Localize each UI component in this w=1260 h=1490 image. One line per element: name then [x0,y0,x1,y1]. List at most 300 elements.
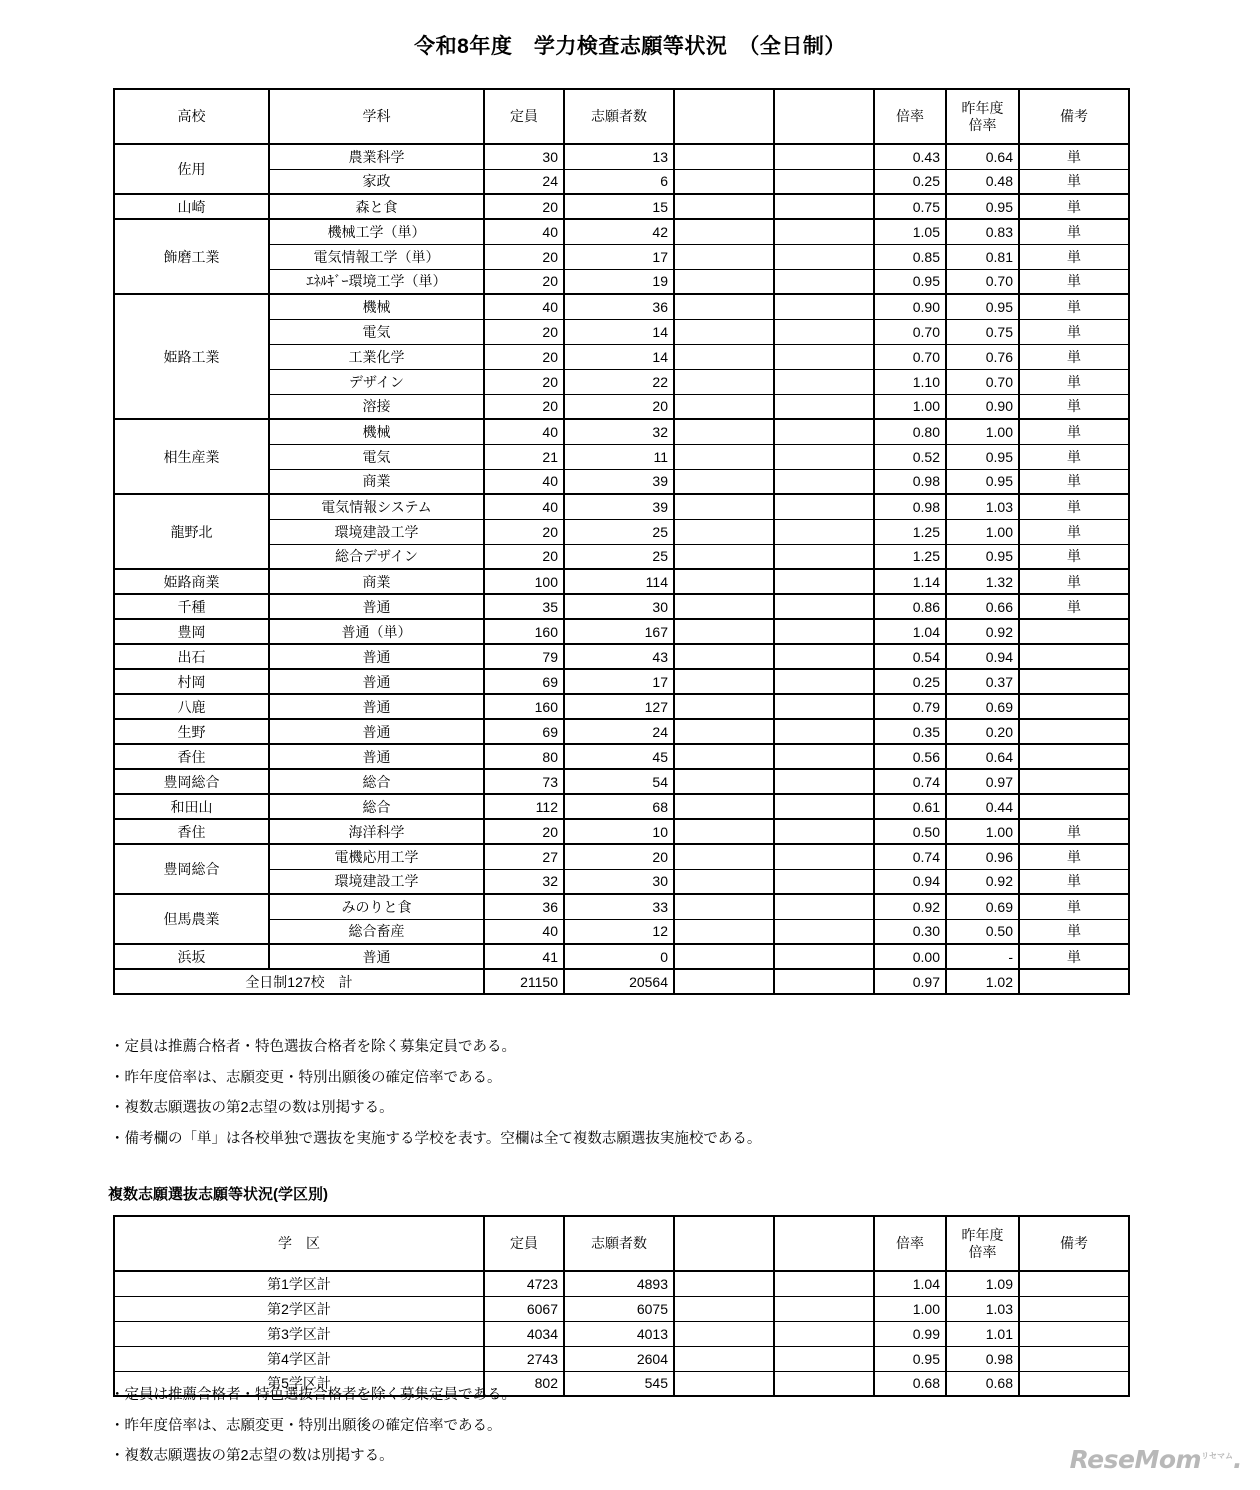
cell-total-blank-1 [674,969,774,994]
cell-blank-1 [674,294,774,319]
page-title: 令和8年度 学力検査志願等状況 （全日制） [414,35,846,58]
cell-last-year-ratio: 0.75 [946,319,1019,344]
cell-department: 総合デザイン [269,544,484,569]
table-row [114,569,1129,594]
cell-last-year-ratio: 0.92 [946,619,1019,644]
cell-blank-2 [774,694,874,719]
cell-capacity: 112 [484,794,564,819]
cell-blank-2 [774,219,874,244]
cell-department: 総合 [269,769,484,794]
cell-remarks: 単 [1019,194,1129,219]
cell-ratio: 0.35 [874,719,946,744]
cell-blank-2 [774,1346,874,1371]
cell-ratio: 0.70 [874,319,946,344]
cell-capacity: 24 [484,169,564,194]
cell-capacity: 160 [484,694,564,719]
cell-school: 姫路商業 [114,569,269,594]
cell-ratio: 0.99 [874,1321,946,1346]
cell-applicants: 13 [564,144,674,169]
cell-applicants: 43 [564,644,674,669]
cell-applicants: 2604 [564,1346,674,1371]
cell-remarks: 単 [1019,294,1129,319]
cell-blank-1 [674,394,774,419]
column-header-last-year-ratio [946,1216,1019,1271]
cell-ratio: 0.90 [874,294,946,319]
cell-last-year-ratio: 0.97 [946,769,1019,794]
table-row [114,669,1129,694]
cell-remarks [1019,1296,1129,1321]
table-header-row [114,1216,1129,1271]
cell-blank-2 [774,669,874,694]
cell-last-year-ratio: 0.44 [946,794,1019,819]
cell-blank-2 [774,469,874,494]
cell-capacity: 2743 [484,1346,564,1371]
cell-remarks: 単 [1019,394,1129,419]
cell-blank-1 [674,619,774,644]
cell-applicants: 30 [564,594,674,619]
column-header-remarks: 備考 [1019,89,1129,144]
cell-capacity: 20 [484,269,564,294]
cell-last-year-ratio: 0.95 [946,469,1019,494]
cell-blank-1 [674,669,774,694]
cell-department: みのりと食 [269,894,484,919]
cell-school: 佐用 [114,144,269,194]
column-header-capacity: 定員 [484,1216,564,1271]
cell-capacity: 100 [484,569,564,594]
cell-applicants: 12 [564,919,674,944]
cell-capacity: 27 [484,844,564,869]
cell-remarks: 単 [1019,519,1129,544]
cell-capacity: 20 [484,344,564,369]
cell-ratio: 0.85 [874,244,946,269]
cell-ratio: 0.43 [874,144,946,169]
cell-last-year-ratio: 0.90 [946,394,1019,419]
cell-last-year-ratio: 0.69 [946,894,1019,919]
cell-department: 普通（単） [269,619,484,644]
cell-capacity: 40 [484,219,564,244]
cell-department: 機械 [269,294,484,319]
cell-blank-2 [774,869,874,894]
cell-department: デザイン [269,369,484,394]
table-row [114,144,1129,169]
cell-remarks: 単 [1019,244,1129,269]
cell-applicants: 545 [564,1371,674,1396]
cell-last-year-ratio: - [946,944,1019,969]
cell-applicants: 10 [564,819,674,844]
cell-department: 商業 [269,569,484,594]
cell-school: 但馬農業 [114,894,269,944]
cell-school: 相生産業 [114,419,269,494]
cell-district: 第5学区計 [114,1371,484,1396]
table-row [114,1321,1129,1346]
cell-blank-2 [774,619,874,644]
cell-department: 森と食 [269,194,484,219]
cell-school: 姫路工業 [114,294,269,419]
cell-ratio: 0.52 [874,444,946,469]
cell-ratio: 1.00 [874,1296,946,1321]
column-header-applicants: 志願者数 [564,89,674,144]
cell-capacity: 80 [484,744,564,769]
cell-capacity: 40 [484,469,564,494]
cell-ratio: 0.00 [874,944,946,969]
cell-blank-1 [674,944,774,969]
cell-applicants: 39 [564,469,674,494]
cell-school: 龍野北 [114,494,269,569]
table-row [114,594,1129,619]
cell-total-last-year-ratio: 1.02 [946,969,1019,994]
cell-applicants: 32 [564,419,674,444]
cell-blank-2 [774,194,874,219]
cell-blank-2 [774,594,874,619]
cell-last-year-ratio: 1.00 [946,819,1019,844]
column-header-last-year-ratio [946,89,1019,144]
cell-applicants: 45 [564,744,674,769]
cell-blank-1 [674,344,774,369]
column-header-ratio: 倍率 [874,89,946,144]
cell-applicants: 6075 [564,1296,674,1321]
cell-remarks [1019,669,1129,694]
cell-blank-2 [774,369,874,394]
cell-school: 豊岡 [114,619,269,644]
cell-remarks: 単 [1019,319,1129,344]
cell-capacity: 36 [484,894,564,919]
cell-blank-2 [774,744,874,769]
cell-remarks [1019,619,1129,644]
cell-applicants: 54 [564,769,674,794]
cell-applicants: 68 [564,794,674,819]
cell-blank-2 [774,794,874,819]
cell-school: 八鹿 [114,694,269,719]
cell-capacity: 20 [484,244,564,269]
cell-department: 普通 [269,719,484,744]
table-row [114,694,1129,719]
cell-capacity: 20 [484,394,564,419]
cell-ratio: 1.25 [874,544,946,569]
table-row [114,769,1129,794]
table-row [114,619,1129,644]
cell-last-year-ratio: 0.95 [946,194,1019,219]
cell-ratio: 0.56 [874,744,946,769]
cell-last-year-ratio: 0.81 [946,244,1019,269]
cell-department: 電気 [269,444,484,469]
cell-capacity: 20 [484,819,564,844]
cell-blank-1 [674,569,774,594]
cell-remarks [1019,1371,1129,1396]
cell-total-ratio: 0.97 [874,969,946,994]
cell-ratio: 0.25 [874,669,946,694]
cell-applicants: 17 [564,244,674,269]
cell-blank-2 [774,419,874,444]
cell-applicants: 11 [564,444,674,469]
cell-ratio: 1.05 [874,219,946,244]
cell-applicants: 25 [564,544,674,569]
cell-blank-1 [674,469,774,494]
last-year-ratio-line2: 倍率 [968,1243,997,1260]
cell-blank-1 [674,869,774,894]
cell-department: ｴﾈﾙｷﾞｰ環境工学（単） [269,269,484,294]
cell-applicants: 39 [564,494,674,519]
cell-school: 浜坂 [114,944,269,969]
cell-capacity: 802 [484,1371,564,1396]
cell-remarks: 単 [1019,844,1129,869]
cell-last-year-ratio: 0.96 [946,844,1019,869]
cell-blank-1 [674,694,774,719]
district-table-container [113,1215,1128,1397]
cell-remarks: 単 [1019,869,1129,894]
cell-ratio: 0.98 [874,469,946,494]
table-row [114,794,1129,819]
cell-blank-1 [674,719,774,744]
table-row [114,194,1129,219]
cell-capacity: 20 [484,319,564,344]
cell-blank-2 [774,444,874,469]
cell-blank-1 [674,419,774,444]
cell-blank-1 [674,144,774,169]
cell-school: 生野 [114,719,269,744]
cell-last-year-ratio: 0.76 [946,344,1019,369]
cell-blank-1 [674,1321,774,1346]
resemom-watermark: ReseMom$^{リセマム}$. [1069,1445,1242,1474]
cell-department: 環境建設工学 [269,519,484,544]
cell-applicants: 14 [564,344,674,369]
cell-remarks: 単 [1019,894,1129,919]
table-row [114,294,1129,319]
cell-ratio: 1.04 [874,619,946,644]
cell-district: 第3学区計 [114,1321,484,1346]
cell-school: 豊岡総合 [114,844,269,894]
column-header-applicants: 志願者数 [564,1216,674,1271]
cell-last-year-ratio: 0.48 [946,169,1019,194]
cell-remarks: 単 [1019,569,1129,594]
cell-blank-2 [774,819,874,844]
column-header-department: 学科 [269,89,484,144]
cell-ratio: 0.70 [874,344,946,369]
cell-capacity: 30 [484,144,564,169]
cell-blank-2 [774,894,874,919]
cell-capacity: 21 [484,444,564,469]
cell-remarks [1019,1271,1129,1296]
cell-capacity: 41 [484,944,564,969]
cell-remarks [1019,744,1129,769]
cell-department: 普通 [269,594,484,619]
cell-school: 村岡 [114,669,269,694]
cell-remarks: 単 [1019,819,1129,844]
cell-remarks: 単 [1019,419,1129,444]
cell-last-year-ratio: 0.20 [946,719,1019,744]
cell-remarks: 単 [1019,494,1129,519]
cell-school: 山崎 [114,194,269,219]
table1-notes [110,1040,761,1162]
table-row [114,944,1129,969]
column-header-blank-2 [774,1216,874,1271]
cell-blank-2 [774,319,874,344]
cell-remarks: 単 [1019,594,1129,619]
cell-department: 環境建設工学 [269,869,484,894]
cell-ratio: 0.94 [874,869,946,894]
column-header-blank-2 [774,89,874,144]
cell-remarks [1019,719,1129,744]
column-header-school: 高校 [114,89,269,144]
cell-ratio: 0.75 [874,194,946,219]
cell-department: 電気情報システム [269,494,484,519]
table-row [114,894,1129,919]
cell-blank-1 [674,244,774,269]
cell-applicants: 14 [564,319,674,344]
cell-applicants: 0 [564,944,674,969]
cell-last-year-ratio: 0.64 [946,144,1019,169]
district-table [113,1215,1130,1397]
cell-blank-2 [774,944,874,969]
cell-blank-1 [674,844,774,869]
cell-applicants: 4013 [564,1321,674,1346]
cell-department: 総合畜産 [269,919,484,944]
cell-blank-2 [774,344,874,369]
cell-blank-1 [674,219,774,244]
cell-blank-1 [674,194,774,219]
cell-last-year-ratio: 0.83 [946,219,1019,244]
column-header-capacity: 定員 [484,89,564,144]
cell-remarks [1019,1346,1129,1371]
last-year-ratio-line1: 昨年度 [961,1227,1004,1244]
cell-last-year-ratio: 0.92 [946,869,1019,894]
note-item-3: ・複数志願選抜の第2志望の数は別掲する。 [110,1100,394,1116]
cell-ratio: 1.00 [874,394,946,419]
cell-capacity: 69 [484,719,564,744]
cell-department: 普通 [269,944,484,969]
note-item-1: ・定員は推薦合格者・特色選抜合格者を除く募集定員である。 [110,1039,516,1055]
cell-total-applicants: 20564 [564,969,674,994]
cell-blank-2 [774,294,874,319]
cell-ratio: 0.80 [874,419,946,444]
cell-capacity: 20 [484,544,564,569]
cell-remarks: 単 [1019,344,1129,369]
cell-department: 普通 [269,744,484,769]
cell-applicants: 42 [564,219,674,244]
cell-blank-2 [774,569,874,594]
table-row [114,719,1129,744]
cell-applicants: 20 [564,394,674,419]
admissions-table-container [113,88,1128,995]
cell-school: 飾磨工業 [114,219,269,294]
cell-ratio: 0.30 [874,919,946,944]
cell-district: 第1学区計 [114,1271,484,1296]
cell-blank-1 [674,444,774,469]
cell-last-year-ratio: 1.03 [946,1296,1019,1321]
table-row [114,419,1129,444]
cell-department: 機械 [269,419,484,444]
cell-department: 電気 [269,319,484,344]
cell-last-year-ratio: 0.98 [946,1346,1019,1371]
cell-remarks [1019,1321,1129,1346]
cell-blank-2 [774,1296,874,1321]
cell-blank-1 [674,519,774,544]
cell-capacity: 160 [484,619,564,644]
cell-school: 香住 [114,744,269,769]
cell-ratio: 1.14 [874,569,946,594]
cell-total-label: 全日制127校 計 [114,969,484,994]
cell-blank-1 [674,169,774,194]
cell-school: 出石 [114,644,269,669]
cell-ratio: 0.50 [874,819,946,844]
cell-capacity: 40 [484,294,564,319]
cell-blank-2 [774,644,874,669]
cell-department: 農業科学 [269,144,484,169]
cell-applicants: 20 [564,844,674,869]
cell-last-year-ratio: 0.68 [946,1371,1019,1396]
watermark-text: ReseMom [1069,1445,1202,1474]
cell-blank-2 [774,919,874,944]
cell-total-blank-2 [774,969,874,994]
note-item-2: ・昨年度倍率は、志願変更・特別出願後の確定倍率である。 [110,1069,502,1086]
cell-blank-2 [774,169,874,194]
cell-blank-2 [774,144,874,169]
total-row [114,969,1129,994]
cell-last-year-ratio: 1.00 [946,419,1019,444]
cell-department: 普通 [269,694,484,719]
cell-department: 海洋科学 [269,819,484,844]
cell-capacity: 79 [484,644,564,669]
cell-blank-1 [674,1296,774,1321]
cell-applicants: 33 [564,894,674,919]
cell-blank-1 [674,769,774,794]
table-row [114,1296,1129,1321]
cell-last-year-ratio: 1.01 [946,1321,1019,1346]
cell-last-year-ratio: 0.94 [946,644,1019,669]
cell-remarks: 単 [1019,919,1129,944]
note-item-4: ・備考欄の「単」は各校単独で選抜を実施する学校を表す。空欄は全て複数志願選抜実施校である。 [110,1130,762,1147]
cell-ratio: 0.98 [874,494,946,519]
cell-department: 工業化学 [269,344,484,369]
cell-ratio: 1.25 [874,519,946,544]
cell-department: 溶接 [269,394,484,419]
cell-remarks [1019,644,1129,669]
cell-applicants: 167 [564,619,674,644]
cell-blank-2 [774,719,874,744]
cell-blank-1 [674,269,774,294]
cell-last-year-ratio: 1.09 [946,1271,1019,1296]
cell-blank-2 [774,394,874,419]
cell-total-remarks [1019,969,1129,994]
table-row [114,819,1129,844]
cell-blank-1 [674,744,774,769]
cell-capacity: 32 [484,869,564,894]
cell-blank-2 [774,269,874,294]
table-header-row [114,89,1129,144]
cell-blank-1 [674,644,774,669]
cell-blank-2 [774,244,874,269]
cell-capacity: 20 [484,519,564,544]
cell-remarks: 単 [1019,944,1129,969]
cell-remarks: 単 [1019,219,1129,244]
cell-ratio: 1.10 [874,369,946,394]
cell-blank-2 [774,1321,874,1346]
table-row [114,1271,1129,1296]
cell-capacity: 4723 [484,1271,564,1296]
cell-applicants: 15 [564,194,674,219]
table-row [114,844,1129,869]
cell-applicants: 127 [564,694,674,719]
cell-last-year-ratio: 0.95 [946,444,1019,469]
cell-blank-1 [674,1371,774,1396]
cell-capacity: 4034 [484,1321,564,1346]
cell-last-year-ratio: 1.03 [946,494,1019,519]
cell-capacity: 6067 [484,1296,564,1321]
table-row [114,744,1129,769]
cell-school: 千種 [114,594,269,619]
cell-blank-2 [774,519,874,544]
cell-department: 機械工学（単） [269,219,484,244]
admissions-table [113,88,1130,995]
